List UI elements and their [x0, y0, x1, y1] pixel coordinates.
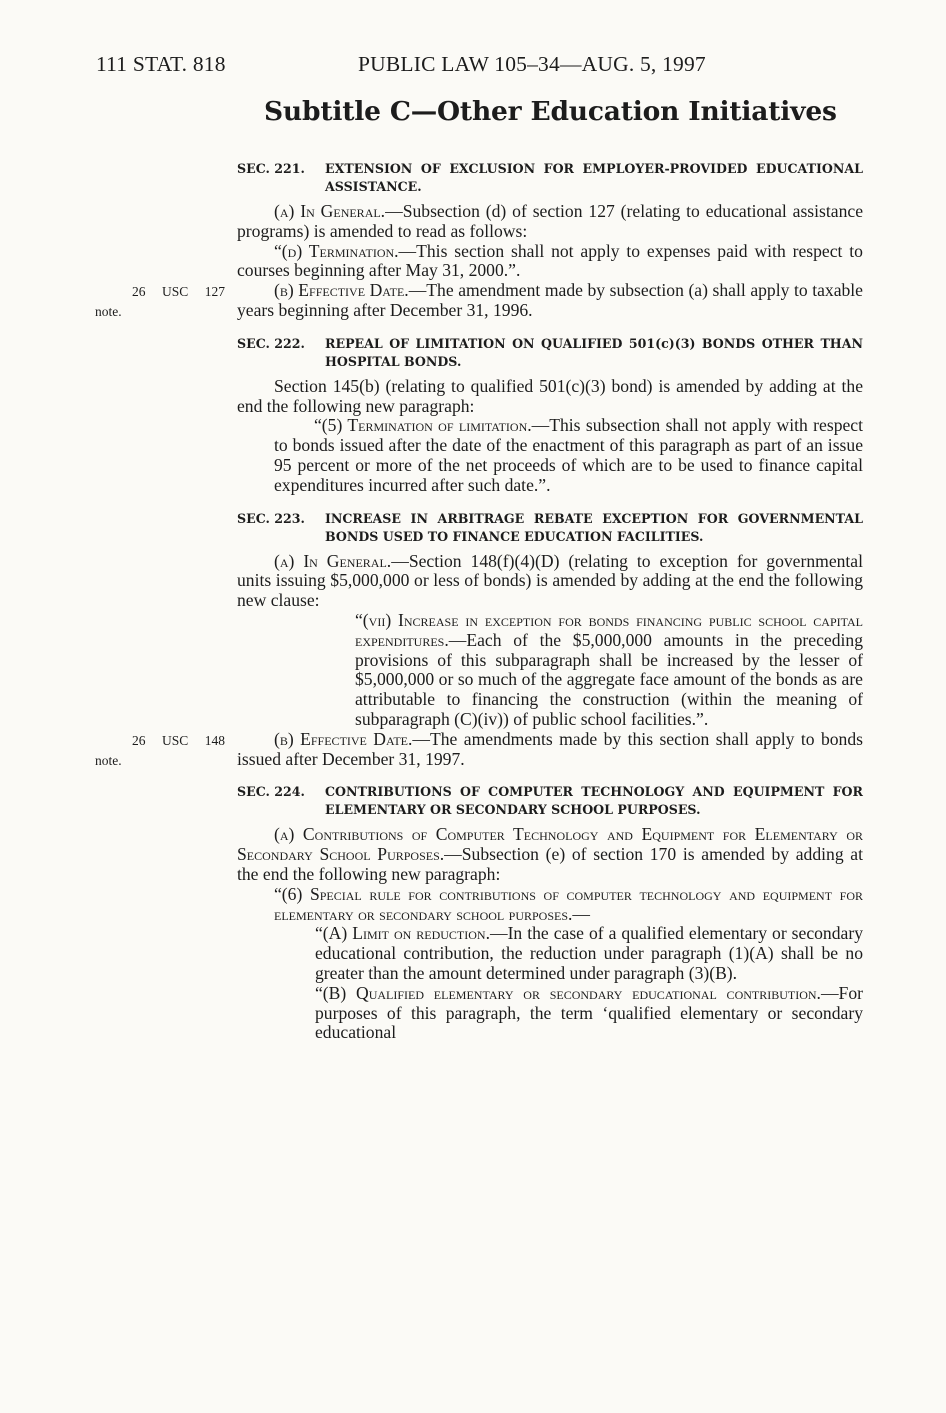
section-number: SEC. 222.	[237, 335, 305, 351]
section-221-heading	[237, 160, 863, 196]
quoted-text: —	[572, 903, 591, 924]
section-title: CONTRIBUTIONS OF COMPUTER TECHNOLOGY AND EQUIPMENT FOR ELEMENTARY OR SECONDARY SCHOOL PURPOSES.	[325, 784, 863, 818]
subsection-label: (a) In General.	[274, 201, 386, 221]
subsection-text: —The amendment made by subsection (a) shall apply to taxable years beginning after December 31, 1996.	[237, 280, 863, 320]
subsection-label: (b) Effective Date.	[274, 728, 413, 749]
sec222-intro: Section 145(b) (relating to qualified 501(c)(3) bond) is amended by adding at the end the following new paragraph:	[237, 375, 863, 416]
section-223-heading	[237, 510, 863, 546]
section-number: SEC. 223.	[237, 510, 305, 526]
subsection-label: (b) Effective Date.	[274, 280, 409, 301]
quoted-label: “(5) Termination of limitation.	[314, 415, 532, 436]
statute-page-number: 111 STAT. 818	[96, 52, 226, 76]
sec224-quoted-paragraph-6	[237, 885, 863, 925]
sec223-subsection-a	[237, 552, 863, 611]
body-text	[95, 160, 864, 1043]
sec224-quoted-subparagraph-b	[237, 984, 863, 1043]
section-title: INCREASE IN ARBITRAGE REBATE EXCEPTION FOR GOVERNMENTAL BONDS USED TO FINANCE EDUCATION FACILITIES.	[325, 510, 863, 544]
section-number: SEC. 221.	[237, 161, 305, 176]
sec221-quoted-d	[237, 242, 863, 282]
subsection-label: (a) In General.	[274, 550, 392, 571]
sec224-subsection-a	[237, 825, 863, 884]
subsection-label: (a) Contributions of Computer Technology and Equipment for Elementary or Secondary School Purposes.	[237, 824, 863, 865]
section-222-heading	[237, 335, 863, 371]
quoted-text: —For purposes of this paragraph, the term ‘qualified elementary or secondary educational	[315, 982, 863, 1043]
sec223-quoted-clause-vii	[237, 611, 863, 730]
section-title: REPEAL OF LIMITATION ON QUALIFIED 501(c)(3) BONDS OTHER THAN HOSPITAL BONDS.	[325, 335, 863, 369]
quoted-text: —In the case of a qualified elementary or secondary educational contribution, the reduction under paragraph (1)(A) shall be no greater than the amount determined under paragraph (3)(B).	[315, 923, 863, 983]
margin-note: 26 USC 148 note.	[95, 732, 225, 768]
quoted-text: —This section shall not apply to expenses paid with respect to courses beginning after May 31, 2000.”.	[237, 240, 863, 281]
sec222-quoted-paragraph-5	[237, 416, 863, 495]
quoted-label: “(A) Limit on reduction.	[315, 923, 490, 944]
margin-note: 26 USC 127 note.	[95, 284, 225, 319]
sec221-subsection-b	[95, 280, 863, 321]
subsection-text: —Section 148(f)(4)(D) (relating to exception for governmental units issuing $5,000,000 or less of bonds) is amended by adding at the end the following new clause:	[237, 550, 864, 611]
quoted-text: —Each of the $5,000,000 amounts in the preceding provisions of this subparagraph shall be increased by the lesser of $5,000,000 or so much of the aggregate face amount of the bonds as are attributable to financing the construction (within the meaning of subparagraph (C)(iv)) of public school facilities.”.	[355, 629, 863, 729]
section-number: SEC. 224.	[237, 784, 305, 800]
quoted-label: “(B) Qualified elementary or secondary educational contribution.	[315, 982, 821, 1003]
quoted-text: —This subsection shall not apply with respect to bonds issued after the date of the enactment of this paragraph as part of an issue 95 percent or more of the net proceeds of which are to be used to finance capital expenditures incurred after such date.”.	[274, 415, 863, 495]
section-224-heading	[237, 783, 863, 819]
public-law-citation: PUBLIC LAW 105–34—AUG. 5, 1997	[358, 52, 706, 76]
subsection-text: —The amendments made by this section shall apply to bonds issued after December 31, 1997.	[237, 728, 863, 769]
subsection-text: —Subsection (e) of section 170 is amended by adding at the end the following new paragraph:	[237, 844, 864, 884]
subsection-text: —Subsection (d) of section 127 (relating to educational assistance programs) is amended to read as follows:	[237, 201, 863, 241]
sec224-quoted-subparagraph-a	[237, 924, 863, 983]
section-title: EXTENSION OF EXCLUSION FOR EMPLOYER-PROVIDED EDUCATIONAL ASSISTANCE.	[325, 161, 863, 194]
sec223-subsection-b	[95, 728, 863, 770]
quoted-label: “(vii) Increase in exception for bonds financing public school capital expenditures.	[355, 609, 863, 650]
quoted-label: “(6) Special rule for contributions of computer technology and equipment for elementary or secondary school purposes.	[274, 883, 863, 924]
sec221-subsection-a	[237, 202, 863, 242]
quoted-label: “(d) Termination.	[274, 240, 399, 261]
subtitle-heading: Subtitle C—Other Education Initiatives	[264, 96, 837, 127]
